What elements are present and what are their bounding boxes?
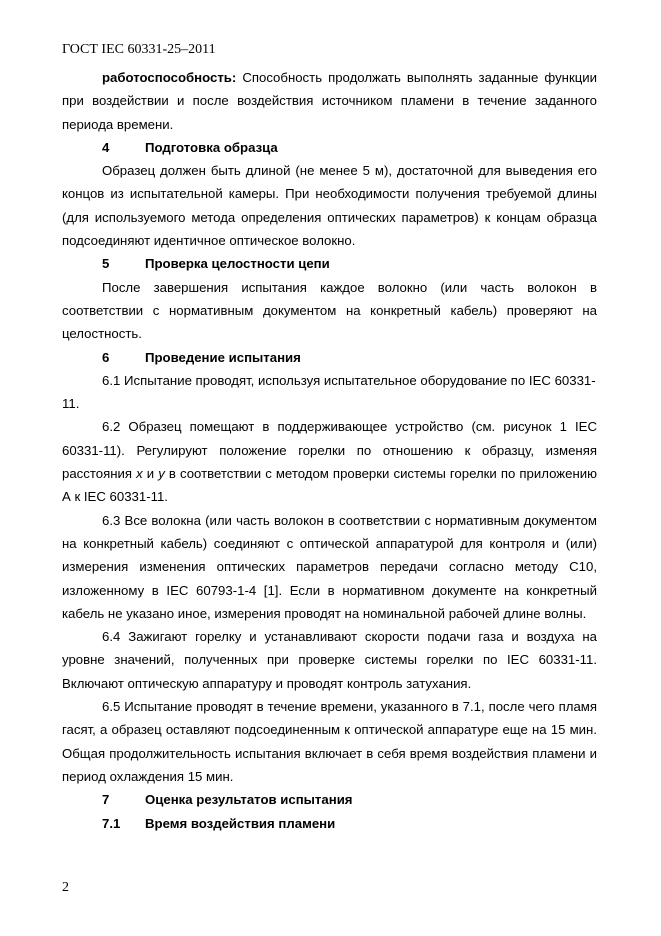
section-number: 7.1 [102,815,121,831]
section-4-text: Образец должен быть длиной (не менее 5 м), достаточной для выведения его концов из испытательной камеры. При необходимости получения требуемой длины (для используемого метода определения оптических параметров) к концам образца подсоединяют идентичное оптическое волокно. [62,163,597,249]
section-title: Проверка целостности цепи [145,256,330,272]
section-number: 6 [102,349,110,365]
section-title: Проведение испытания [145,349,301,365]
paragraph-6-3: 6.3 Все волокна (или часть волокон в соответствии с нормативным документом на конкретный кабель) соединяют с оптической аппаратурой для контроля и (или) измерения изменения оптических параметров передачи согласно методу C10, изложенному в IEC 60793-1-4 [1]. Если в нормативном документе на конкретный кабель не указано иное, измерения проводят на номинальной рабочей длине волны. [62,512,597,621]
variable-x: x [136,466,143,482]
section-title: Время воздействия пламени [145,815,336,831]
paragraph-6-4: 6.4 Зажигают горелку и устанавливают скорости подачи газа и воздуха на уровне значений, полученных при проверке системы горелки по IEC 60331-11. Включают оптическую аппаратуру и проводят контроль затухания. [62,629,597,691]
paragraph-6-1: 6.1 Испытание проводят, используя испытательное оборудование по IEC 60331-11. [62,372,596,412]
page-number: 2 [62,880,69,895]
section-6-heading [62,346,597,369]
definition-term: работоспособность: [102,70,237,85]
section-7-heading [62,788,597,811]
document-header: ГОСТ IEC 60331-25–2011 [62,42,216,57]
paragraph-6-2 [62,415,597,508]
section-number: 7 [102,792,110,808]
variable-y: y [158,466,165,482]
document-body [62,66,597,835]
section-7-1-heading [62,812,597,835]
section-4-heading [62,136,597,159]
section-number: 5 [102,256,110,272]
definition-paragraph [62,66,597,136]
section-5-text: После завершения испытания каждое волокно (или часть волокон в соответствии с нормативным документом на конкретный кабель) проверяют на целостность. [62,279,597,342]
section-number: 4 [102,139,110,155]
paragraph-text: в соответствии с методом проверки системы горелки по приложению А к IEC 60331-11. [62,466,597,505]
section-5-heading [62,252,597,275]
definition-text: Способность продолжать выполнять заданные функции при воздействии и после воздействия источником пламени в течение заданного периода времени. [62,70,597,132]
paragraph-text: 6.2 Образец помещают в поддерживающее устройство (см. рисунок 1 IEC 60331-11). Регулируют положение горелки по отношению к образцу, изменяя расстояния [62,419,597,482]
section-title: Оценка результатов испытания [145,792,353,808]
section-title: Подготовка образца [145,139,278,155]
paragraph-text: и [142,466,159,482]
paragraph-6-5: 6.5 Испытание проводят в течение времени, указанного в 7.1, после чего пламя гасят, а образец оставляют подсоединенным к оптической аппаратуре еще на 15 мин. Общая продолжительность испытания включает в себя время воздействия пламени и период охлаждения 15 мин. [62,699,597,784]
